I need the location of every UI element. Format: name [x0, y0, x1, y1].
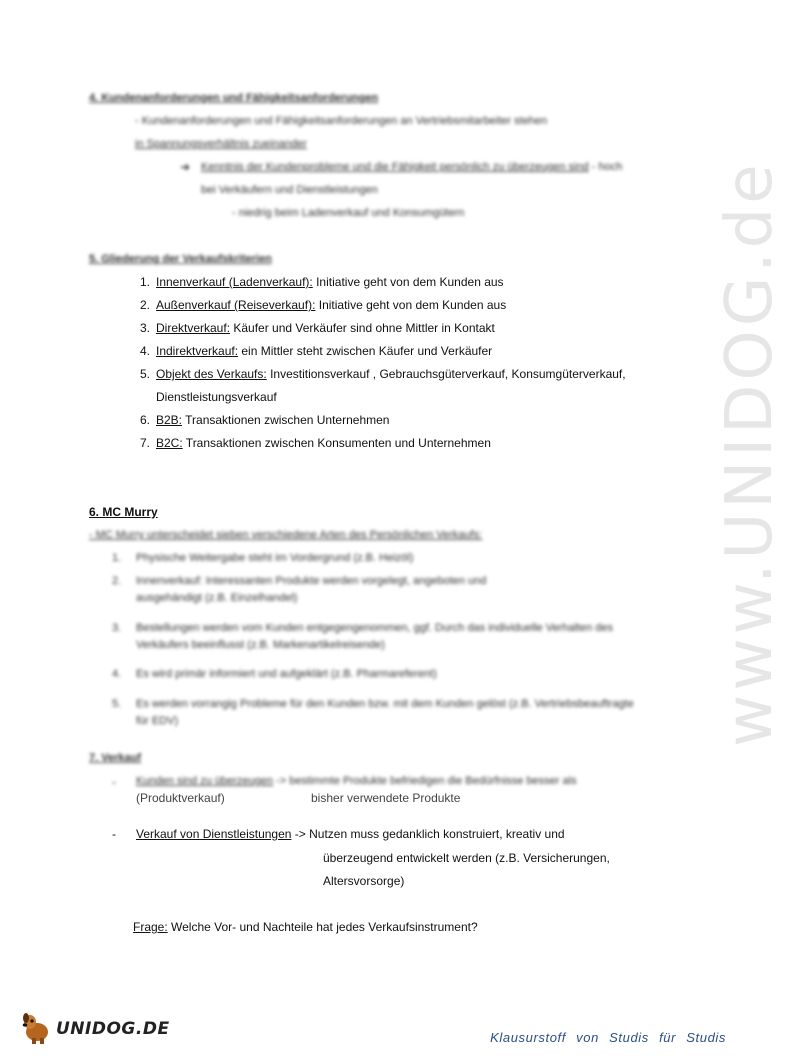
- arrow-bullet-icon: ➜: [180, 160, 191, 174]
- list-item-continuation: ausgehändigt (z.B. Einzelhandel): [136, 592, 298, 604]
- list-item: 3. Bestellungen werden vom Kunden entgegengenommen, ggf. Durch das individuelle Verhalten des: [112, 622, 613, 634]
- section7-item1-left: (Produktverkauf): [136, 791, 225, 805]
- section4-heading: 4. Kundenanforderungen und Fähigkeitsanforderungen: [89, 92, 379, 104]
- section4-line1: - Kundenanforderungen und Fähigkeitsanforderungen an Vertriebsmitarbeiter stehen: [135, 115, 548, 127]
- section7-item1: Kunden sind zu überzeugen -> bestimmte Produkte befriedigen die Bedürfnisse besser als: [136, 775, 577, 787]
- dash-bullet: -: [112, 775, 116, 789]
- list-item-continuation: Dienstleistungsverkauf: [156, 390, 277, 404]
- list-item: 1. Physische Weitergabe steht im Vordergrund (z.B. Heizöl): [112, 552, 414, 564]
- section4-line4: bei Verkäufern und Dienstleistungen: [201, 184, 378, 196]
- section4-bullet-tail: - hoch: [591, 161, 623, 173]
- list-item-continuation: für EDV): [136, 715, 179, 727]
- section7-item2: Verkauf von Dienstleistungen -> Nutzen muss gedanklich konstruiert, kreativ und: [136, 827, 565, 841]
- section4-line2: in Spannungsverhältnis zueinander: [135, 138, 307, 150]
- unidog-logo: [20, 1012, 170, 1046]
- section7-heading: 7. Verkauf: [89, 752, 141, 764]
- dog-mascot-icon: [20, 1012, 54, 1046]
- question: [133, 920, 478, 934]
- list-item-continuation: Verkäufers beeinflusst (z.B. Markenartikelreisende): [136, 639, 385, 651]
- section4-bullet-text: Kenntnis der Kundenprobleme und die Fähigkeit persönlich zu überzeugen sind: [201, 161, 589, 173]
- section4-line5: - niedrig beim Ladenverkauf und Konsumgütern: [232, 207, 465, 219]
- question-label: Frage:: [133, 920, 168, 934]
- dash-bullet: -: [112, 827, 116, 841]
- list-item: 5. Es werden vorrangig Probleme für den Kunden bzw. mit dem Kunden gelöst (z.B. Vertriebsbeauftragte: [112, 698, 634, 710]
- section7-item2-cont2: Altersvorsorge): [323, 874, 405, 888]
- watermark-text: www.UNIDOG.de: [713, 160, 787, 747]
- list-item: 4. Es wird primär informiert und aufgeklärt (z.B. Pharmareferent): [112, 668, 437, 680]
- section7-item2-cont1: überzeugend entwickelt werden (z.B. Versicherungen,: [323, 851, 610, 865]
- question-text: Welche Vor- und Nachteile hat jedes Verkaufsinstrument?: [167, 920, 478, 934]
- footer-tagline: Klausurstoff von Studis für Studis: [490, 1030, 726, 1045]
- section5-heading: 5. Gliederung der Verkaufskriterien: [89, 253, 272, 265]
- section4-bullet: [201, 161, 622, 173]
- list-item: 2. Innenverkauf: Interessanten Produkte werden vorgelegt, angeboten und: [112, 575, 487, 587]
- section6-heading: 6. MC Murry: [89, 505, 158, 519]
- section6-intro: - MC Murry unterscheidet sieben verschiedene Arten des Persönlichen Verkaufs:: [89, 529, 483, 541]
- section7-item1-right: bisher verwendete Produkte: [311, 791, 461, 805]
- logo-text: UNIDOG.DE: [56, 1019, 170, 1039]
